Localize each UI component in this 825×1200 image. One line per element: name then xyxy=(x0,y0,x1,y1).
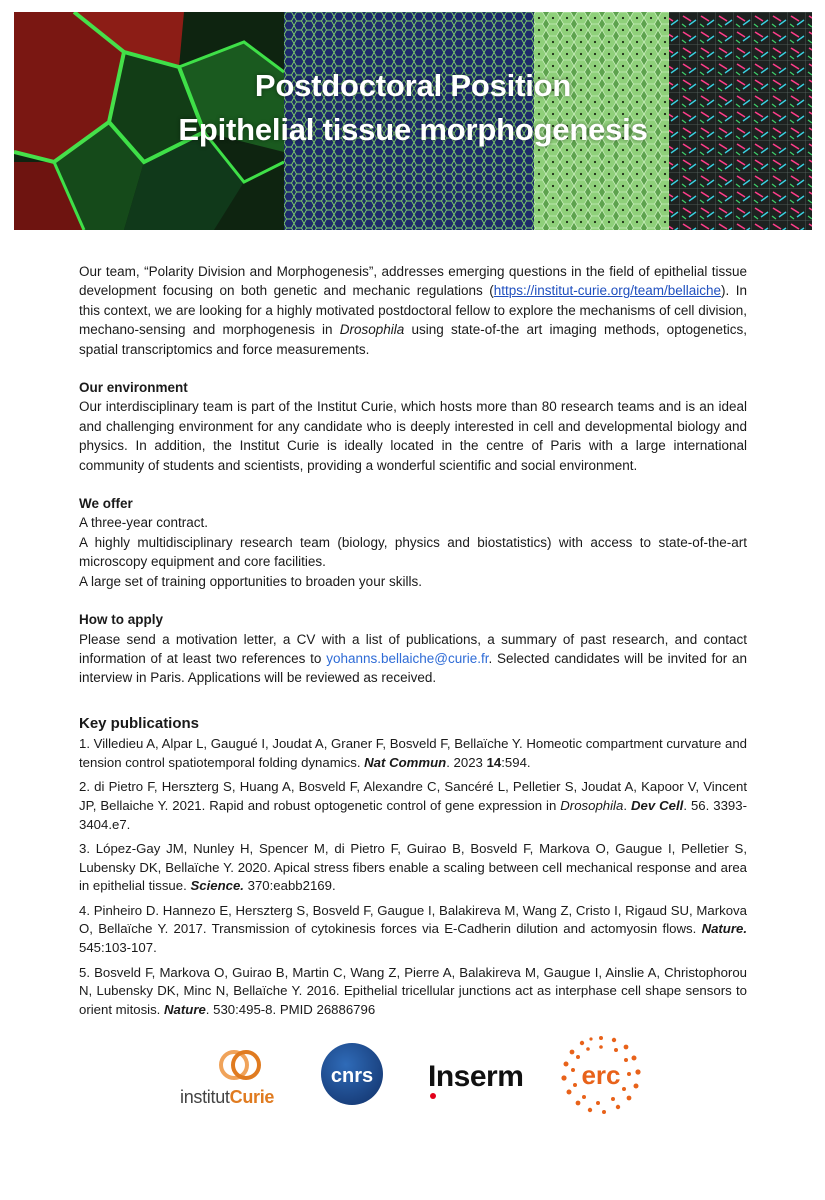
publication-journal: Nature xyxy=(164,1001,206,1017)
apply-body xyxy=(79,630,747,688)
publication-species: Drosophila xyxy=(560,797,624,813)
intro-text-2: ). In this context, we are looking for a highly motivated postdoctoral fellow to explore the mechanisms of cell division, mechano-sensing and morphogenesis in xyxy=(79,283,747,338)
publication-year: . 2023 xyxy=(446,754,487,770)
intro-species: Drosophila xyxy=(339,322,405,338)
publication-pages: 370:eabb2169. xyxy=(243,878,336,894)
cnrs-wordmark: cnrs xyxy=(330,1065,374,1087)
curie-prefix: institut xyxy=(180,1087,230,1107)
banner-title-line-2: Epithelial tissue morphogenesis xyxy=(178,112,648,147)
environment-section xyxy=(79,378,747,475)
intro-text: Our team, “Polarity Division and Morphogenesis”, addresses emerging questions in the field of epithelial tissue development focusing on both genetic and mechanic regulations ( xyxy=(79,264,747,299)
publication-text: 4. Pinheiro D. Hannezo E, Herszterg S, Bosveld F, Gaugue I, Balakireva M, Wang Z, Cristo I, Rigaud SU, Markova O, Bellaïche Y. 2017. Transmission of cytokinesis forces via E-Cadherin dilution and actomyosin flows. xyxy=(79,902,747,937)
partner-logos xyxy=(0,1030,825,1120)
publication-journal: Dev Cell xyxy=(630,797,684,813)
offer-item: A large set of training opportunities to broaden your skills. xyxy=(79,573,422,589)
publication-journal: Nat Commun xyxy=(364,754,447,770)
publication-pages: :594. xyxy=(501,754,531,770)
publication-text: 5. Bosveld F, Markova O, Guirao B, Martin C, Wang Z, Pierre A, Balakireva M, Gaugue I, Ainslie A, Christophorou N, Lubensky DK, Minc N, Bellaïche Y. 2016. Epithelial tricellular junctions act as interphase cell shape sensors to orient mitosis. xyxy=(79,964,747,1017)
institut-curie-logo xyxy=(180,1045,290,1115)
publication-pages: . 530:495-8. PMID 26886796 xyxy=(205,1001,376,1017)
publication-journal: Science. xyxy=(190,878,244,894)
offer-item: A highly multidisciplinary research team (biology, physics and biostatistics) with access to state-of-the-art microscopy equipment and core facilities. xyxy=(79,534,747,570)
apply-text: Please send a motivation letter, a CV with a list of publications, a summary of past research, and contact information of at least two references to xyxy=(79,631,747,666)
publication-text: 2. di Pietro F, Herszterg S, Huang A, Bosveld F, Alexandre C, Sancéré L, Pelletier S, Joudat A, Kapoor V, Vincent JP, Bellaiche Y. 2021. Rapid and robust optogenetic control of gene expression in xyxy=(79,779,747,813)
cnrs-logo xyxy=(320,1042,384,1111)
publication-pages: 545:103-107. xyxy=(79,940,157,956)
banner-title-line-1: Postdoctoral Position xyxy=(254,68,572,103)
erc-logo xyxy=(558,1032,644,1123)
offer-heading: We offer xyxy=(79,496,133,512)
curie-wordmark xyxy=(180,1087,274,1108)
offer-section xyxy=(79,494,747,591)
offer-item: A three-year contract. xyxy=(79,515,209,531)
erc-wordmark: erc xyxy=(581,1060,621,1090)
curie-name: Curie xyxy=(229,1087,275,1107)
team-link[interactable]: https://institut-curie.org/team/bellaiche xyxy=(493,283,722,299)
environment-body: Our interdisciplinary team is part of the Institut Curie, which hosts more than 80 research teams and is an ideal and challenging environment for any candidate who is deeply interested in cell and developmental biology and physics. In addition, the Institut Curie is ideally located in the centre of Paris with a large international community of students and scientists, providing a wonderful scientific and social environment. xyxy=(79,399,747,473)
intro-text-3: using state-of-the art imaging methods, optogenetics, spatial transcriptomics and force measurements. xyxy=(79,322,747,357)
apply-section xyxy=(79,610,747,688)
inserm-wordmark: I nserm xyxy=(428,1060,523,1093)
publication-text: 1. Villedieu A, Alpar L, Gaugué I, Joudat A, Graner F, Bosveld F, Bellaïche Y. Homeotic compartment curvature and tension control spatiotemporal folding dynamics. xyxy=(79,736,747,770)
apply-heading: How to apply xyxy=(79,612,163,628)
inserm-red-dot xyxy=(430,1093,436,1099)
publication-journal: Nature. xyxy=(701,921,747,937)
publication-text: 3. López-Gay JM, Nunley H, Spencer M, di Pietro F, Guirao B, Bosveld F, Markova O, Gaugue I, Pelletier S, Lubensky DK, Bellaïche Y. 2020. Apical stress fibers enable a scaling between cell mechanical response and area in epithelial tissue. xyxy=(79,841,747,894)
main-content xyxy=(79,262,747,1025)
publication-item xyxy=(79,964,747,1020)
curie-rings-icon xyxy=(216,1045,266,1085)
intro-paragraph xyxy=(79,262,747,359)
publication-separator: . xyxy=(623,797,631,813)
publication-item xyxy=(79,902,747,958)
publications-heading: Key publications xyxy=(79,714,200,732)
contact-email-link[interactable]: yohanns.bellaiche@curie.fr xyxy=(326,650,489,666)
header-banner xyxy=(14,12,812,230)
publication-volume: 14 xyxy=(486,754,502,770)
apply-text-2: . Selected candidates will be invited for an interview in Paris. Applications will be reviewed as received. xyxy=(79,650,747,686)
erc-dots-icon xyxy=(558,1032,644,1118)
inserm-logo xyxy=(428,1060,523,1094)
environment-heading: Our environment xyxy=(79,380,188,396)
publication-pages: . 56. 3393-3404.e7. xyxy=(79,797,747,832)
cnrs-circle-icon xyxy=(320,1042,384,1106)
publication-item xyxy=(79,778,747,834)
publication-item xyxy=(79,840,747,896)
publication-item xyxy=(79,735,747,772)
